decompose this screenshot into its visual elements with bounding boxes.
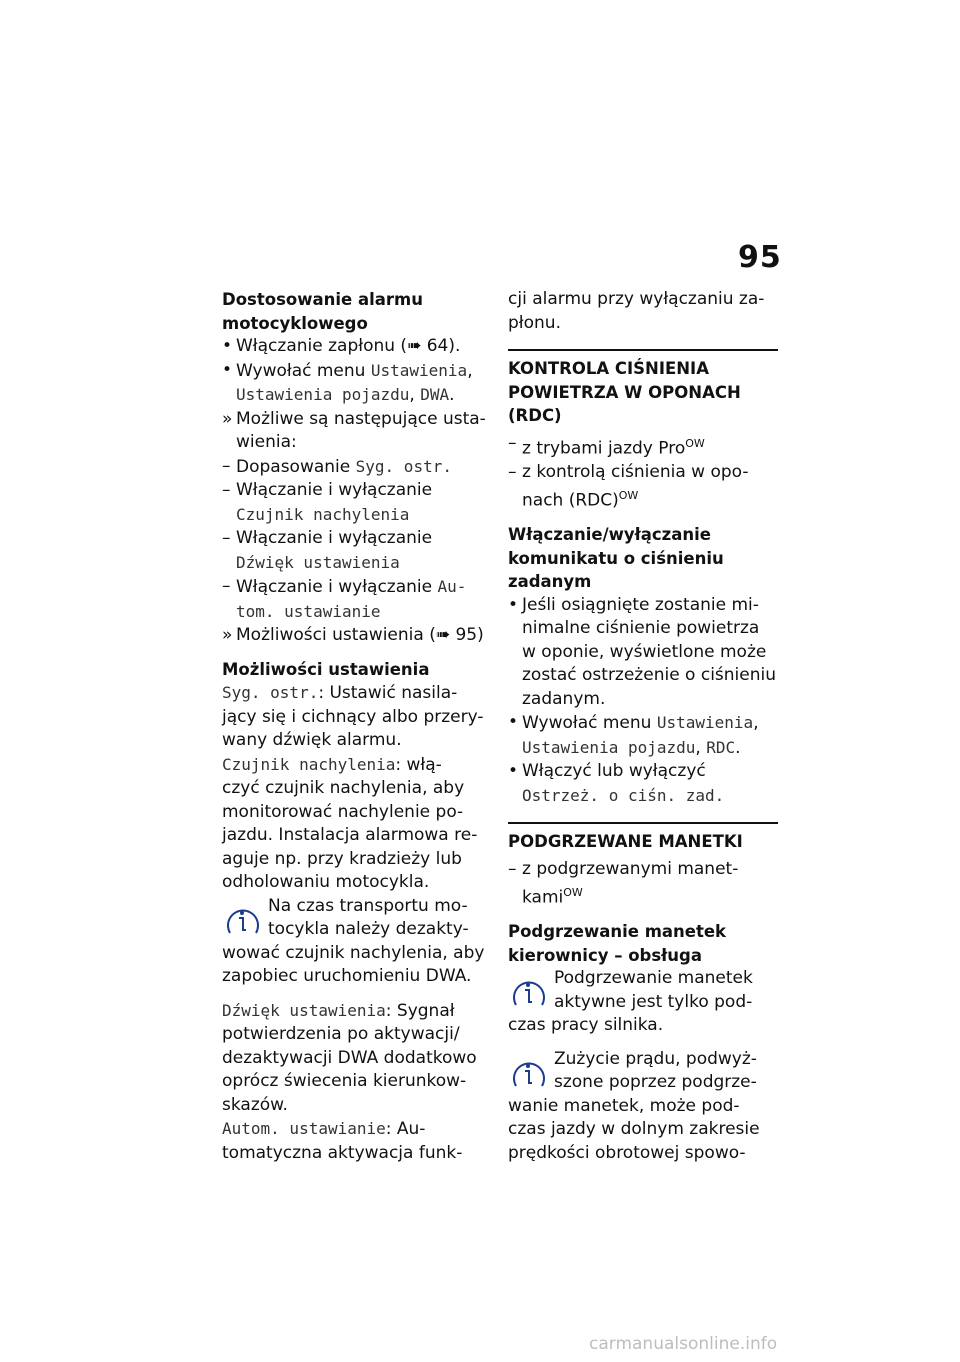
list-item: – Włączanie i wyłączanie Au- tom. ustawianie xyxy=(222,576,467,621)
heading-setting-options: Możliwości ustawienia xyxy=(222,659,430,679)
list-item: – Włączanie i wyłączanie Dźwięk ustawienia xyxy=(222,528,433,572)
left-column xyxy=(222,288,490,1165)
list-item: – z trybami jazdy Pro$^{OW}$ xyxy=(508,432,705,459)
paragraph: cji alarmu przy wyłączaniu za- płonu. xyxy=(508,289,765,333)
reference-arrow-icon: ➠ xyxy=(407,336,422,356)
info-note: Podgrzewanie manetek aktywne jest tylko pod- czas pracy silnika. xyxy=(508,968,753,1036)
info-icon xyxy=(512,1056,548,1092)
info-icon xyxy=(226,903,262,939)
list-item: • Wywołać menu Ustawienia, Ustawienia pojazdu, DWA. xyxy=(222,359,490,408)
heading-grip-heating: Podgrzewanie manetek kierownicy – obsługa xyxy=(508,922,727,965)
info-note: Zużycie prądu, podwyż- szone poprzez podgrze- wanie manetek, może pod- czas jazdy w dolnym zakresie prędkości obrotowej spowo- xyxy=(508,1048,760,1163)
paragraph: Syg. ostr.: Ustawić nasila- jący się i cichnący albo przery- wany dźwięk alarmu. xyxy=(222,683,484,750)
result-chevron-icon: » xyxy=(222,625,233,645)
info-note: Na czas transportu mo- tocykla należy dezakty- wować czujnik nachylenia, aby zapobiec uruchomieniu DWA. xyxy=(222,895,485,986)
list-item: – z podgrzewanymi manet- kami$^{OW}$ xyxy=(508,858,739,908)
list-item: – Włączanie i wyłączanie Czujnik nachylenia xyxy=(222,480,433,524)
list-item: • Jeśli osiągnięte zostanie mi- nimalne ciśnienie powietrza w oponie, wyświetlone może zostać ostrzeżenie o ciśnieniu zadanym. xyxy=(508,594,778,712)
list-item: • Włączanie zapłonu (➠ 64). xyxy=(222,335,490,359)
list-item: • Włączyć lub wyłączyć Ostrzeż. o ciśn. zad. xyxy=(508,760,778,808)
list-item: – z kontrolą ciśnienia w opo- nach (RDC)$^{OW}$ xyxy=(508,461,749,511)
section-heading-rdc: KONTROLA CIŚNIENIA POWIETRZA W OPONACH (RDC) xyxy=(508,349,778,428)
result-item: » Możliwe są następujące usta- wienia: xyxy=(222,408,486,452)
info-icon xyxy=(512,975,548,1011)
paragraph: Autom. ustawianie: Au- tomatyczna aktywacja funk- xyxy=(222,1119,463,1163)
heading-alarm-adjust: Dostosowanie alarmu motocyklowego xyxy=(222,290,423,333)
list-item: • Wywołać menu Ustawienia, Ustawienia pojazdu, RDC. xyxy=(508,711,778,760)
list-item: – Dopasowanie Syg. ostr. xyxy=(222,455,452,477)
heading-pressure-message: Włączanie/wyłączanie komunikatu o ciśnieniu zadanym xyxy=(508,525,724,592)
result-chevron-icon: » xyxy=(222,408,233,429)
right-column xyxy=(508,288,778,1165)
result-item: » Możliwości ustawienia (➠ 95) xyxy=(222,624,490,648)
page-number: 95 xyxy=(738,240,782,275)
reference-arrow-icon: ➠ xyxy=(435,625,451,645)
watermark: carmanualsonline.info xyxy=(589,1334,778,1354)
paragraph: Dźwięk ustawienia: Sygnał potwierdzenia po aktywacji/ dezaktywacji DWA dodatkowo oprócz świecenia kierunkow- skazów. xyxy=(222,1000,477,1115)
section-heading-heated-grips: PODGRZEWANE MANETKI xyxy=(508,822,778,854)
paragraph: Czujnik nachylenia: włą- czyć czujnik nachylenia, aby monitorować nachylenie po- jazdu. Instalacja alarmowa re- aguje np. przy kradzieży lub odholowaniu motocykla. xyxy=(222,754,478,892)
